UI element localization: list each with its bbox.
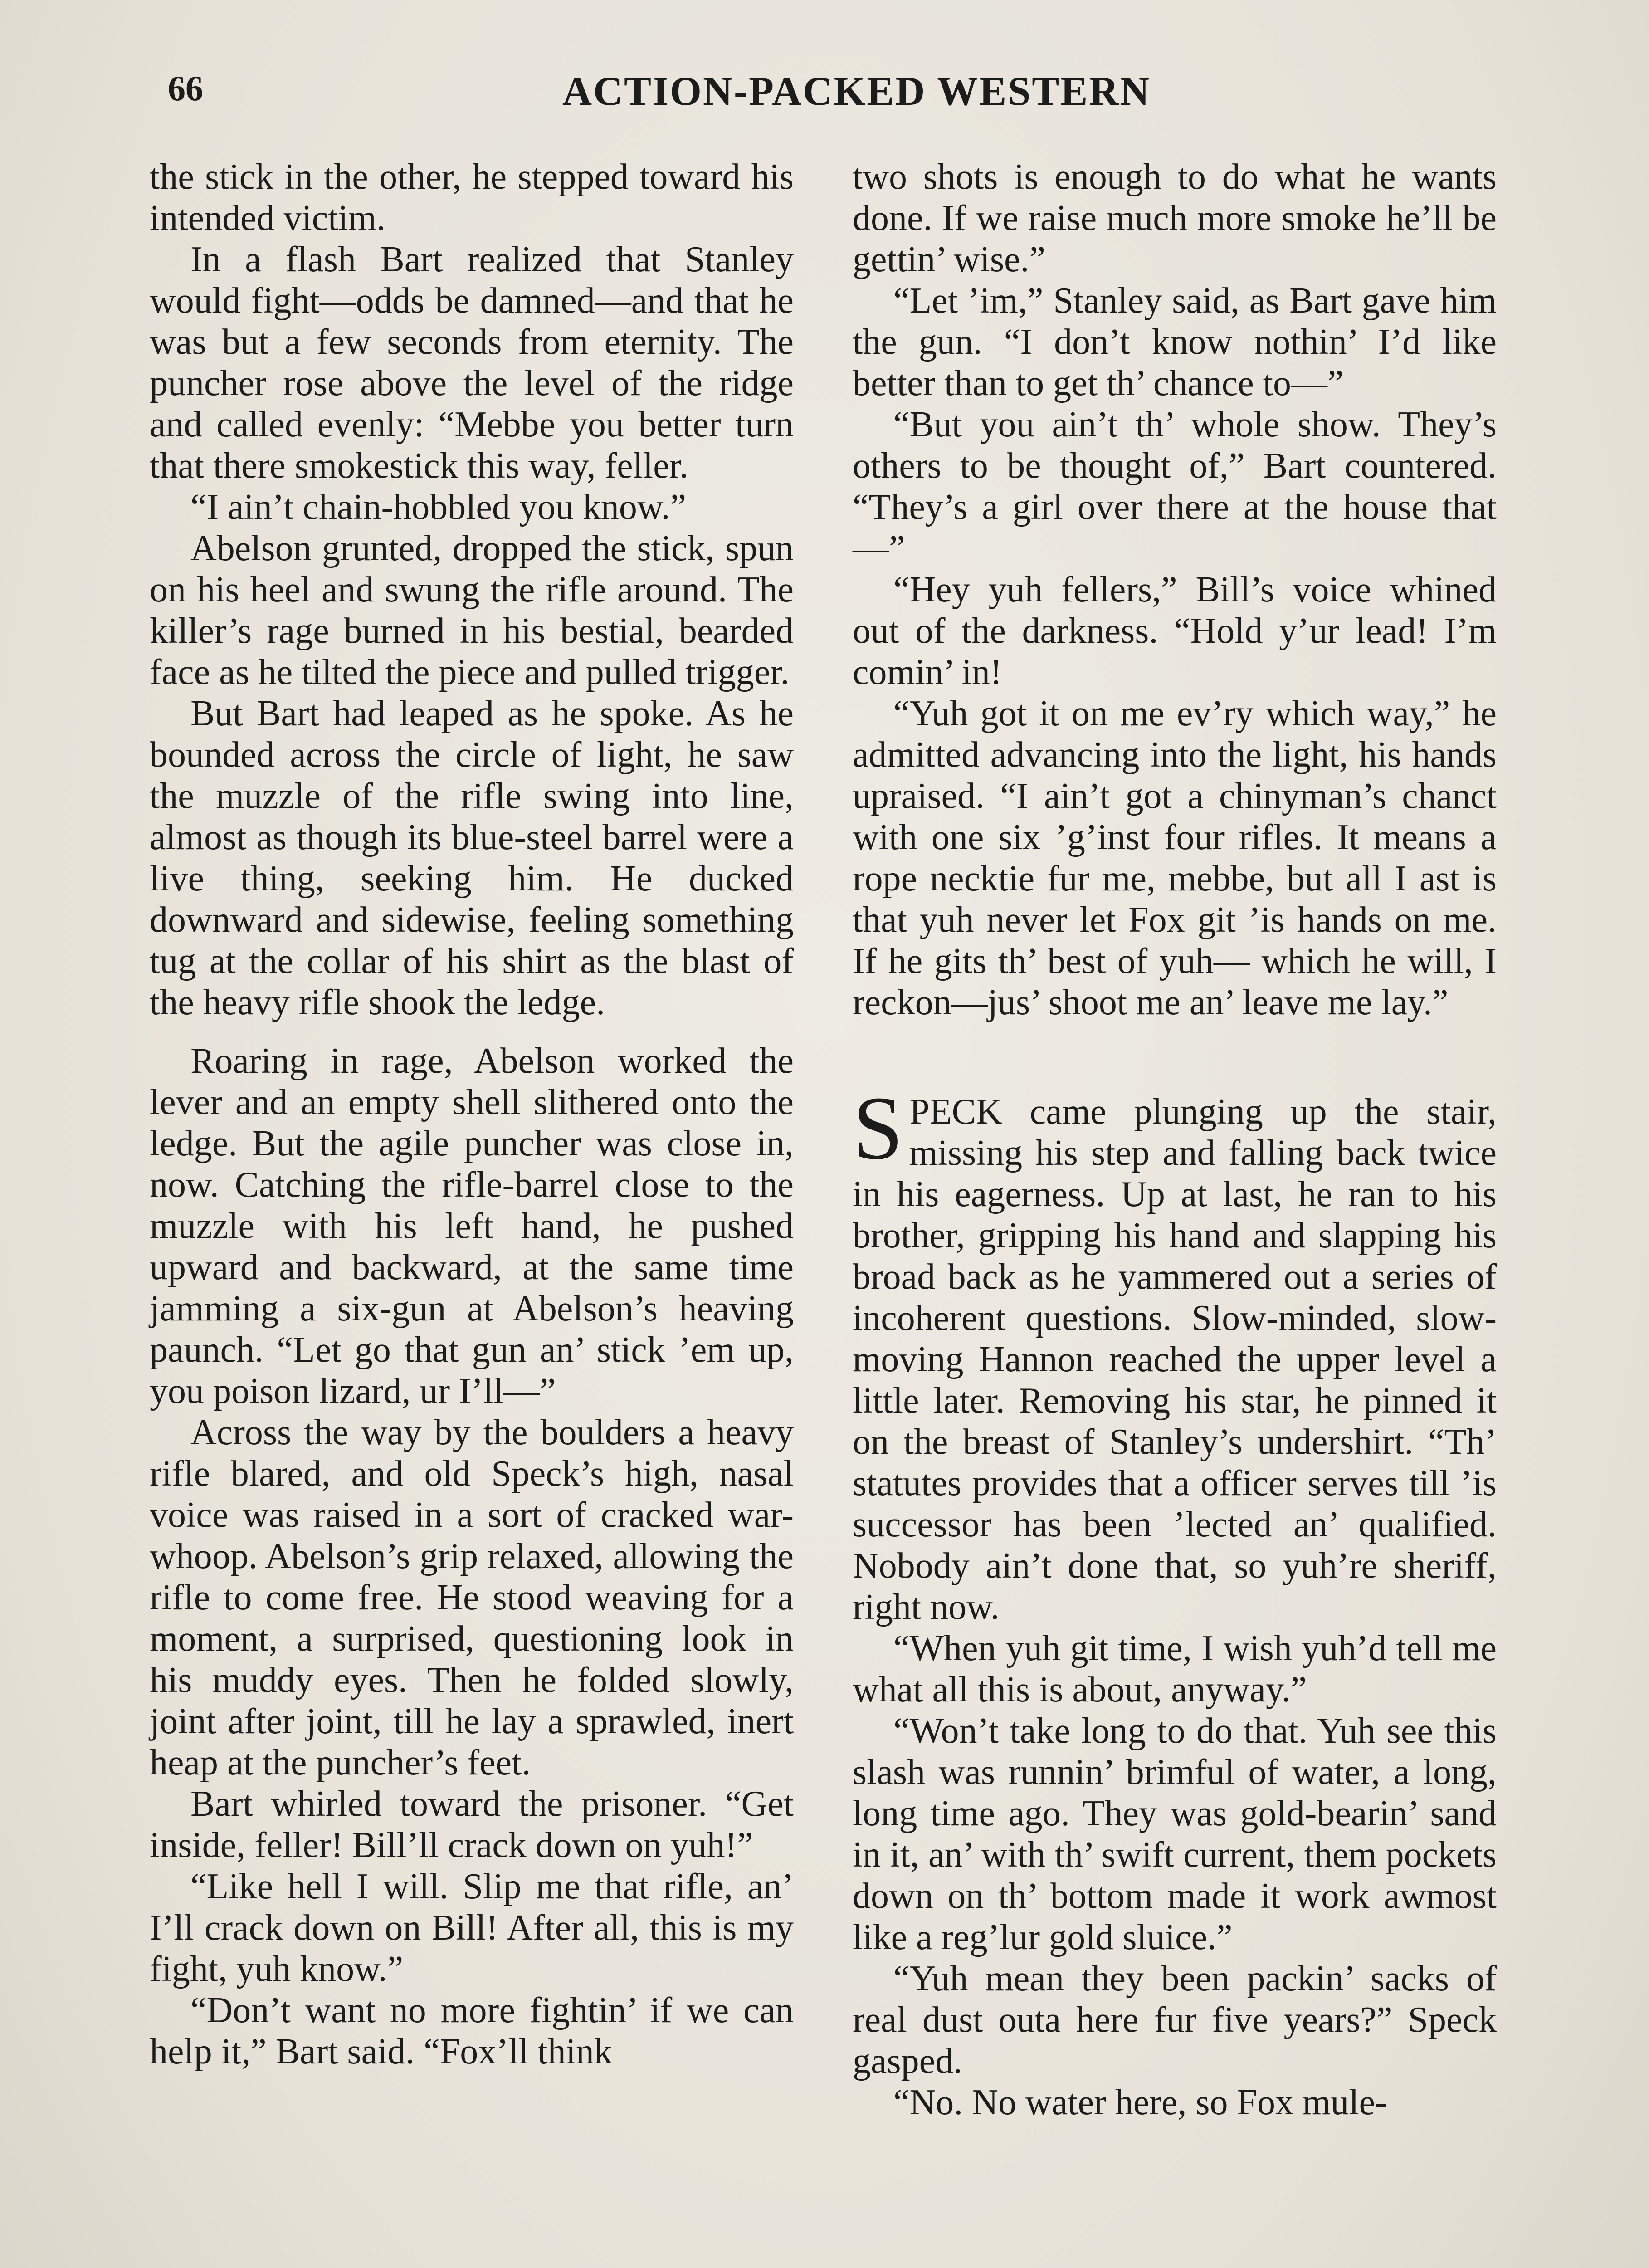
paragraph: “But you ain’t th’ whole show. They’s others to be thought of,” Bart countered. “They’s a girl over there at the house that—” bbox=[853, 405, 1497, 568]
paragraph: Bart whirled toward the prisoner. “Get inside, feller! Bill’ll crack down on yuh!” bbox=[150, 1784, 794, 1865]
paragraph: But Bart had leaped as he spoke. As he bounded across the circle of light, he saw the muzzle of the rifle swing into line, almost as though its blue-steel barrel were a live thing, seeking him. He ducked downward and sidewise, feeling something tug at the collar of his shirt as the blast of the heavy rifle shook the ledge. bbox=[150, 694, 794, 1022]
right-column bbox=[853, 156, 1497, 2123]
paragraph: “Hey yuh fellers,” Bill’s voice whined out of the darkness. “Hold y’ur lead! I’m comin’ in! bbox=[853, 570, 1497, 692]
drop-cap: S bbox=[853, 1078, 903, 1178]
page-number: 66 bbox=[168, 68, 203, 108]
paragraph: Abelson grunted, dropped the stick, spun on his heel and swung the rifle around. The killer’s rage burned in his bestial, bearded face as he tilted the piece and pulled trigger. bbox=[150, 528, 794, 692]
paragraph: “Let ’im,” Stanley said, as Bart gave him the gun. “I don’t know nothin’ I’d like better than to get th’ chance to—” bbox=[853, 281, 1497, 403]
paragraph: “Won’t take long to do that. Yuh see this slash was runnin’ brimful of water, a long, long time ago. They was gold-bearin’ sand in it, an’ with th’ swift current, them pockets down on th’ bottom made it work awmost like a reg’lur gold sluice.” bbox=[853, 1711, 1497, 1957]
paragraph: two shots is enough to do what he wants done. If we raise much more smoke he’ll be gettin’ wise.” bbox=[853, 157, 1497, 279]
paragraph: “Yuh got it on me ev’ry which way,” he admitted advancing into the light, his hands upraised. “I ain’t got a chinyman’s chanct with one six ’g’inst four rifles. It means a rope necktie fur me, mebbe, but all I ast is that yuh never let Fox git ’is hands on me. If he gits th’ best of yuh— which he will, I reckon—jus’ shoot me an’ leave me lay.” bbox=[853, 694, 1497, 1022]
paragraph-text: PECK came plunging up the stair, missing his step and falling back twice in his eagerness. Up at last, he ran to his brother, gripping his hand and slapping his broad back as he yammered out a series of incoherent questions. Slow-minded, slow-moving Hannon reached the upper level a little later. Removing his star, he pinned it on the breast of Stanley’s undershirt. “Th’ statutes provides that a officer serves till ’is successor has been ’lected an’ qualified. Nobody ain’t done that, so yuh’re sheriff, right now. bbox=[853, 1092, 1497, 1627]
paragraph: “When yuh git time, I wish yuh’d tell me what all this is about, anyway.” bbox=[853, 1628, 1497, 1710]
paragraph: In a flash Bart realized that Stanley would fight—odds be damned—and that he was but a few seconds from eternity. The puncher rose above the level of the ridge and called evenly: “Mebbe you better turn that there smokestick this way, feller. bbox=[150, 240, 794, 486]
section-start-paragraph bbox=[853, 1078, 1497, 1628]
paragraph: “Don’t want no more fightin’ if we can help it,” Bart said. “Fox’ll think bbox=[150, 1990, 794, 2072]
left-column bbox=[150, 156, 794, 2072]
running-title: ACTION-PACKED WESTERN bbox=[562, 69, 1151, 114]
paragraph: Across the way by the boulders a heavy rifle blared, and old Speck’s high, nasal voice was raised in a sort of cracked war-whoop. Abelson’s grip relaxed, allowing the rifle to come free. He stood weaving for a moment, a surprised, questioning look in his muddy eyes. Then he folded slowly, joint after joint, till he lay a sprawled, inert heap at the puncher’s feet. bbox=[150, 1413, 794, 1783]
paragraph: Roaring in rage, Abelson worked the lever and an empty shell slithered onto the ledge. But the agile puncher was close in, now. Catching the rifle-barrel close to the muzzle with his left hand, he pushed upward and backward, at the same time jamming a six-gun at Abelson’s heaving paunch. “Let go that gun an’ stick ’em up, you poison lizard, ur I’ll—” bbox=[150, 1041, 794, 1411]
page-header bbox=[0, 68, 1649, 132]
paragraph: “No. No water here, so Fox mule- bbox=[893, 2082, 1387, 2122]
paragraph: the stick in the other, he stepped toward his intended victim. bbox=[150, 157, 794, 238]
paragraph: “Like hell I will. Slip me that rifle, an’ I’ll crack down on Bill! After all, this is my fight, yuh know.” bbox=[150, 1867, 794, 1989]
paragraph: “Yuh mean they been packin’ sacks of real dust outa here fur five years?” Speck gasped. bbox=[853, 1959, 1497, 2081]
paragraph: “I ain’t chain-hobbled you know.” bbox=[190, 487, 687, 527]
